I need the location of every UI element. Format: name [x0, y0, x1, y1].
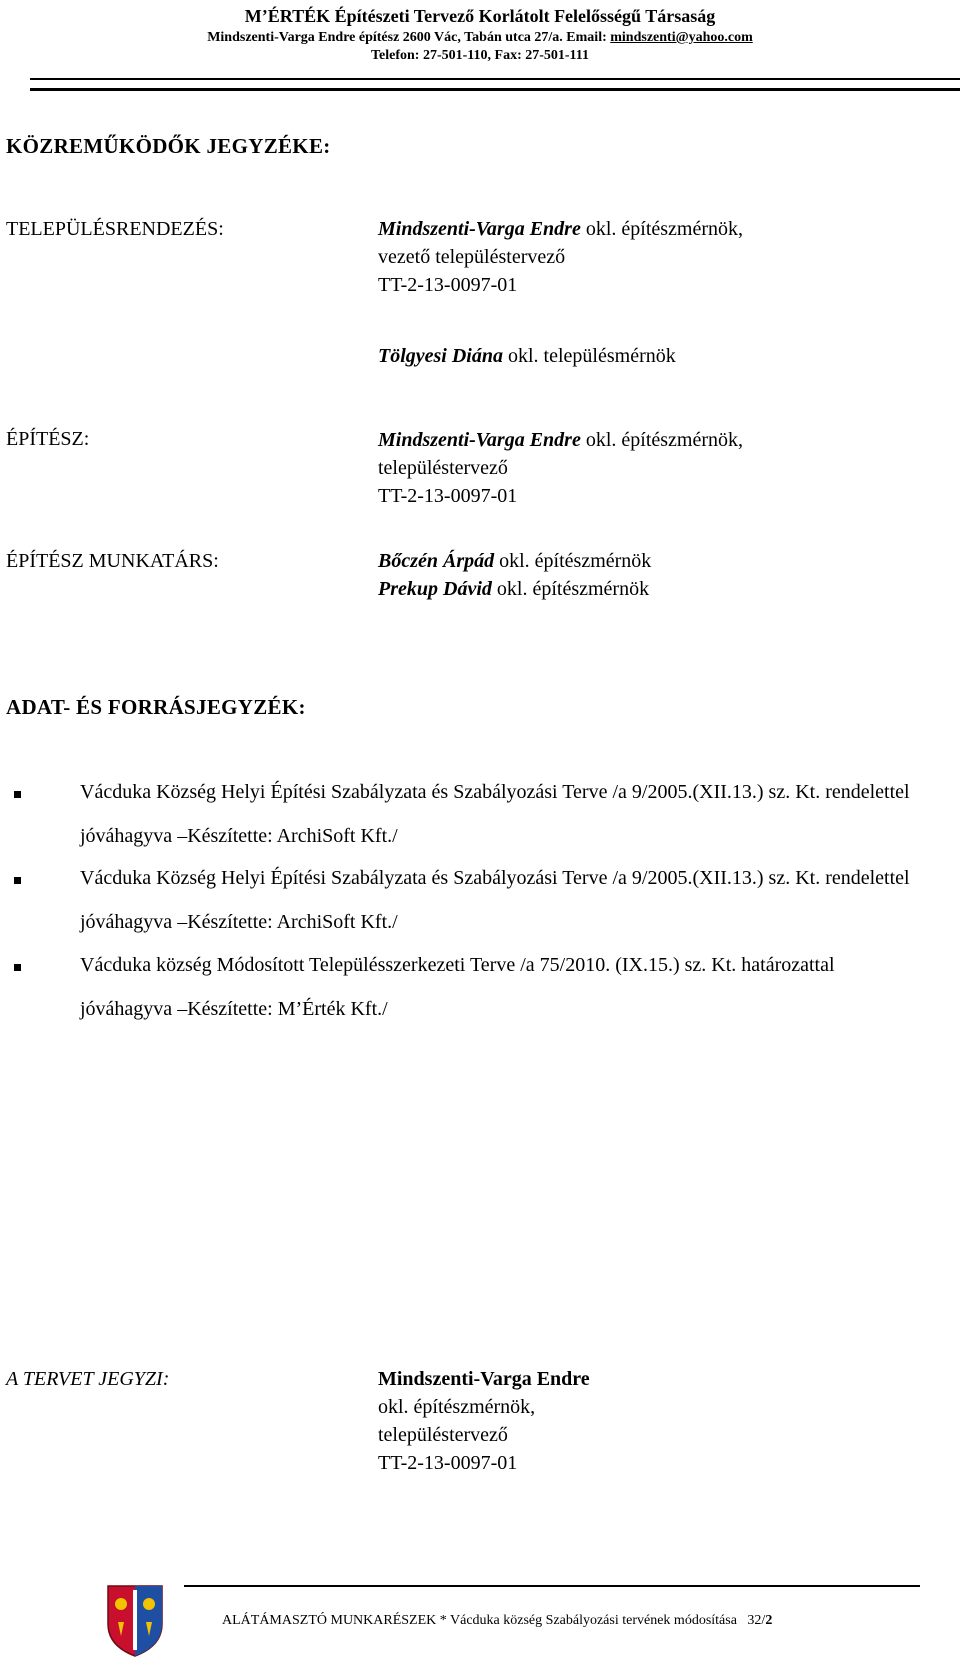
label-telepulesrendezes: TELEPÜLÉSRENDEZÉS: — [6, 218, 224, 240]
person-name: Prekup Dávid — [378, 578, 492, 600]
epitesz-munkatars-people — [378, 547, 651, 603]
signature-label: A TERVET JEGYZI: — [6, 1368, 170, 1390]
company-name: M’ÉRTÉK Építészeti Tervező Korlátolt Felelősségű Társaság — [244, 6, 716, 26]
bullet-square-icon — [14, 964, 21, 971]
person-name: Mindszenti-Varga Endre — [378, 429, 581, 451]
contributors-heading: KÖZREMŰKÖDŐK JEGYZÉKE: — [6, 134, 331, 158]
telepulesrendezes-person-1 — [378, 215, 743, 299]
sources-heading: ADAT- ÉS FORRÁSJEGYZÉK: — [6, 695, 306, 719]
company-phone: Telefon: 27-501-110, Fax: 27-501-111 — [370, 48, 590, 63]
person-title: okl. építészmérnök — [491, 578, 650, 600]
telepulesrendezes-person-2 — [378, 342, 676, 370]
page-separator: / — [761, 1613, 766, 1628]
page-current: 32 — [747, 1613, 762, 1628]
source-item-text: Vácduka Község Helyi Építési Szabályzata és Szabályozási Terve /a 9/2005.(XII.13.) sz. Kt. rendelettel jóváhagyva –Készítette: ArchiSoft Kft./ — [80, 781, 910, 847]
header-rule-thin — [30, 78, 960, 80]
person-license: TT-2-13-0097-01 — [378, 485, 518, 507]
signature-title: okl. építészmérnök, — [378, 1396, 536, 1418]
email-link[interactable]: mindszenti@yahoo.com — [610, 30, 753, 45]
source-item — [14, 955, 914, 1045]
label-epitesz-munkatars: ÉPÍTÉSZ MUNKATÁRS: — [6, 550, 219, 572]
signature-license: TT-2-13-0097-01 — [378, 1452, 518, 1474]
label-epitesz: ÉPÍTÉSZ: — [6, 428, 90, 450]
bullet-square-icon — [14, 877, 21, 884]
source-item-text: Vácduka község Módosított Településszerkezeti Terve /a 75/2010. (IX.15.) sz. Kt. határozattal jóváhagyva –Készítette: M’Érték Kft./ — [80, 954, 835, 1020]
person-name: Mindszenti-Varga Endre — [378, 218, 581, 240]
signature-block — [378, 1365, 590, 1477]
signature-role: településtervező — [378, 1424, 508, 1446]
crest-icon — [104, 1580, 166, 1658]
person-license: TT-2-13-0097-01 — [378, 274, 518, 296]
person-title: okl. építészmérnök, — [580, 218, 744, 240]
address-text: Mindszenti-Varga Endre építész 2600 Vác, Tabán utca 27/a. Email: — [207, 30, 611, 45]
person-role: településtervező — [378, 457, 508, 479]
footer-rule — [184, 1585, 920, 1587]
page-total: 2 — [765, 1613, 773, 1628]
person-title: okl. építészmérnök — [494, 550, 652, 572]
person-name: Bőczén Árpád — [378, 550, 495, 572]
company-address — [0, 30, 960, 46]
footer — [222, 1613, 772, 1629]
epitesz-person — [378, 426, 743, 510]
person-name: Tölgyesi Diána — [378, 345, 503, 367]
source-item-text: Vácduka Község Helyi Építési Szabályzata és Szabályozási Terve /a 9/2005.(XII.13.) sz. Kt. rendelettel jóváhagyva –Készítette: ArchiSoft Kft./ — [80, 867, 910, 933]
header-rule-thick — [30, 88, 960, 91]
footer-title: ALÁTÁMASZTÓ MUNKARÉSZEK * Vácduka község Szabályozási tervének módosítása — [222, 1613, 737, 1628]
page-number — [747, 1613, 772, 1628]
person-title: okl. építészmérnök, — [580, 429, 744, 451]
signature-name: Mindszenti-Varga Endre — [378, 1368, 590, 1390]
bullet-square-icon — [14, 791, 21, 798]
person-title: okl. településmérnök — [503, 345, 676, 367]
person-role: vezető településtervező — [378, 246, 566, 268]
